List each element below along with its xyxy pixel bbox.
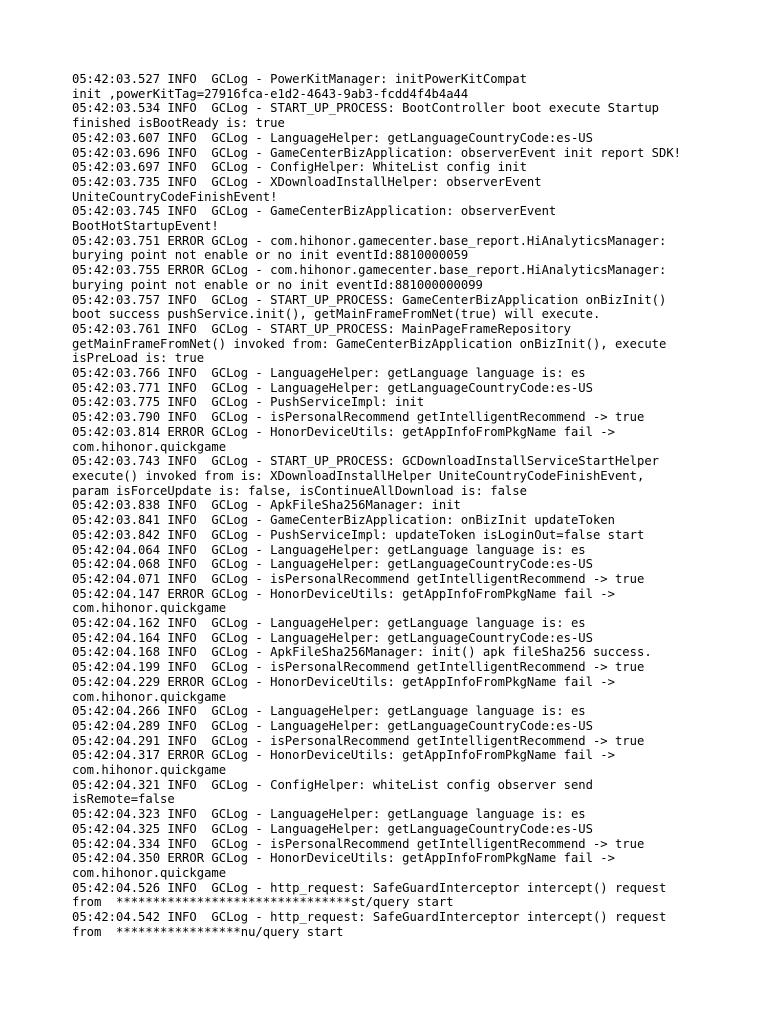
- log-line: 05:42:04.229 ERROR GCLog - HonorDeviceUtils: getAppInfoFromPkgName fail ->: [72, 674, 615, 689]
- log-line: 05:42:03.527 INFO GCLog - PowerKitManager: initPowerKitCompat: [72, 72, 527, 86]
- log-line: 05:42:03.696 INFO GCLog - GameCenterBizApplication: observerEvent init report SDK!: [72, 145, 682, 160]
- log-line: 05:42:04.350 ERROR GCLog - HonorDeviceUtils: getAppInfoFromPkgName fail ->: [72, 851, 615, 866]
- log-line: 05:42:03.607 INFO GCLog - LanguageHelper: getLanguageCountryCode:es-US: [72, 130, 593, 145]
- log-line: 05:42:04.317 ERROR GCLog - HonorDeviceUtils: getAppInfoFromPkgName fail ->: [72, 748, 615, 763]
- log-line: 05:42:04.147 ERROR GCLog - HonorDeviceUtils: getAppInfoFromPkgName fail ->: [72, 586, 615, 601]
- log-line: 05:42:03.743 INFO GCLog - START_UP_PROCESS: GCDownloadInstallServiceStartHelper: [72, 454, 659, 469]
- log-line: 05:42:04.168 INFO GCLog - ApkFileSha256Manager: init() apk fileSha256 success.: [72, 645, 652, 660]
- log-line: 05:42:03.790 INFO GCLog - isPersonalRecommend getIntelligentRecommend -> true: [72, 410, 645, 425]
- log-line: 05:42:03.697 INFO GCLog - ConfigHelper: WhiteList config init: [72, 160, 527, 175]
- log-line: execute() invoked from is: XDownloadInstallHelper UniteCountryCodeFinishEvent,: [72, 468, 645, 483]
- log-line: 05:42:03.735 INFO GCLog - XDownloadInstallHelper: observerEvent: [72, 174, 542, 189]
- log-line: 05:42:04.164 INFO GCLog - LanguageHelper: getLanguageCountryCode:es-US: [72, 630, 593, 645]
- log-line: 05:42:04.325 INFO GCLog - LanguageHelper: getLanguageCountryCode:es-US: [72, 821, 593, 836]
- log-line: 05:42:04.266 INFO GCLog - LanguageHelper: getLanguage language is: es: [72, 704, 586, 719]
- log-line: 05:42:04.199 INFO GCLog - isPersonalRecommend getIntelligentRecommend -> true: [72, 660, 645, 675]
- log-line: 05:42:04.334 INFO GCLog - isPersonalRecommend getIntelligentRecommend -> true: [72, 836, 645, 851]
- log-line: com.hihonor.quickgame: [72, 601, 227, 616]
- log-line: com.hihonor.quickgame: [72, 865, 227, 880]
- log-line: getMainFrameFromNet() invoked from: GameCenterBizApplication onBizInit(), execute: [72, 336, 667, 351]
- log-line: 05:42:04.321 INFO GCLog - ConfigHelper: whiteList config observer send: [72, 777, 593, 792]
- log-line: 05:42:04.542 INFO GCLog - http_request: SafeGuardInterceptor intercept() request: [72, 910, 667, 925]
- log-line: 05:42:03.745 INFO GCLog - GameCenterBizApplication: observerEvent: [72, 204, 557, 219]
- log-line: 05:42:04.323 INFO GCLog - LanguageHelper: getLanguage language is: es: [72, 807, 586, 822]
- log-line: from ********************************st/query start: [72, 895, 454, 910]
- log-line: BootHotStartupEvent!: [72, 219, 219, 234]
- log-line: 05:42:03.814 ERROR GCLog - HonorDeviceUtils: getAppInfoFromPkgName fail ->: [72, 424, 615, 439]
- log-line: 05:42:03.771 INFO GCLog - LanguageHelper: getLanguageCountryCode:es-US: [72, 380, 593, 395]
- log-line: 05:42:04.068 INFO GCLog - LanguageHelper: getLanguageCountryCode:es-US: [72, 557, 593, 572]
- log-line: 05:42:03.534 INFO GCLog - START_UP_PROCESS: BootController boot execute Startup: [72, 101, 659, 116]
- log-line: isPreLoad is: true: [72, 351, 205, 366]
- log-line: boot success pushService.init(), getMainFrameFromNet(true) will execute.: [72, 307, 601, 322]
- log-line: burying point not enable or no init eventId:8810000059: [72, 248, 469, 263]
- log-line: 05:42:03.841 INFO GCLog - GameCenterBizApplication: onBizInit updateToken: [72, 513, 615, 528]
- log-line: isRemote=false: [72, 792, 175, 807]
- log-line: 05:42:04.526 INFO GCLog - http_request: SafeGuardInterceptor intercept() request: [72, 880, 667, 895]
- log-line: com.hihonor.quickgame: [72, 689, 227, 704]
- log-line: 05:42:03.757 INFO GCLog - START_UP_PROCESS: GameCenterBizApplication onBizInit(): [72, 292, 667, 307]
- log-line: com.hihonor.quickgame: [72, 763, 227, 778]
- log-line: 05:42:03.755 ERROR GCLog - com.hihonor.gamecenter.base_report.HiAnalyticsManager:: [72, 263, 667, 278]
- log-line: 05:42:04.291 INFO GCLog - isPersonalRecommend getIntelligentRecommend -> true: [72, 733, 645, 748]
- log-line: com.hihonor.quickgame: [72, 439, 227, 454]
- log-line: 05:42:03.751 ERROR GCLog - com.hihonor.gamecenter.base_report.HiAnalyticsManager:: [72, 233, 667, 248]
- log-line: 05:42:04.064 INFO GCLog - LanguageHelper: getLanguage language is: es: [72, 542, 586, 557]
- log-line: 05:42:03.761 INFO GCLog - START_UP_PROCESS: MainPageFrameRepository: [72, 321, 571, 336]
- log-line: param isForceUpdate is: false, isContinueAllDownload is: false: [72, 483, 527, 498]
- log-line: init ,powerKitTag=27916fca-e1d2-4643-9ab3-fcdd4f4b4a44: [72, 86, 469, 101]
- log-line: burying point not enable or no init eventId:881000000099: [72, 277, 483, 292]
- log-line: 05:42:03.766 INFO GCLog - LanguageHelper: getLanguage language is: es: [72, 366, 586, 381]
- log-line: 05:42:04.289 INFO GCLog - LanguageHelper: getLanguageCountryCode:es-US: [72, 718, 593, 733]
- log-line: 05:42:03.838 INFO GCLog - ApkFileSha256Manager: init: [72, 498, 461, 513]
- log-line: UniteCountryCodeFinishEvent!: [72, 189, 278, 204]
- log-line: 05:42:04.071 INFO GCLog - isPersonalRecommend getIntelligentRecommend -> true: [72, 571, 645, 586]
- log-line: finished isBootReady is: true: [72, 116, 285, 131]
- log-line: 05:42:03.775 INFO GCLog - PushServiceImpl: init: [72, 395, 425, 410]
- log-line: from *****************nu/query start: [72, 924, 344, 939]
- log-document: [72, 72, 712, 939]
- log-line: 05:42:04.162 INFO GCLog - LanguageHelper: getLanguage language is: es: [72, 616, 586, 631]
- log-line: 05:42:03.842 INFO GCLog - PushServiceImpl: updateToken isLoginOut=false start: [72, 527, 645, 542]
